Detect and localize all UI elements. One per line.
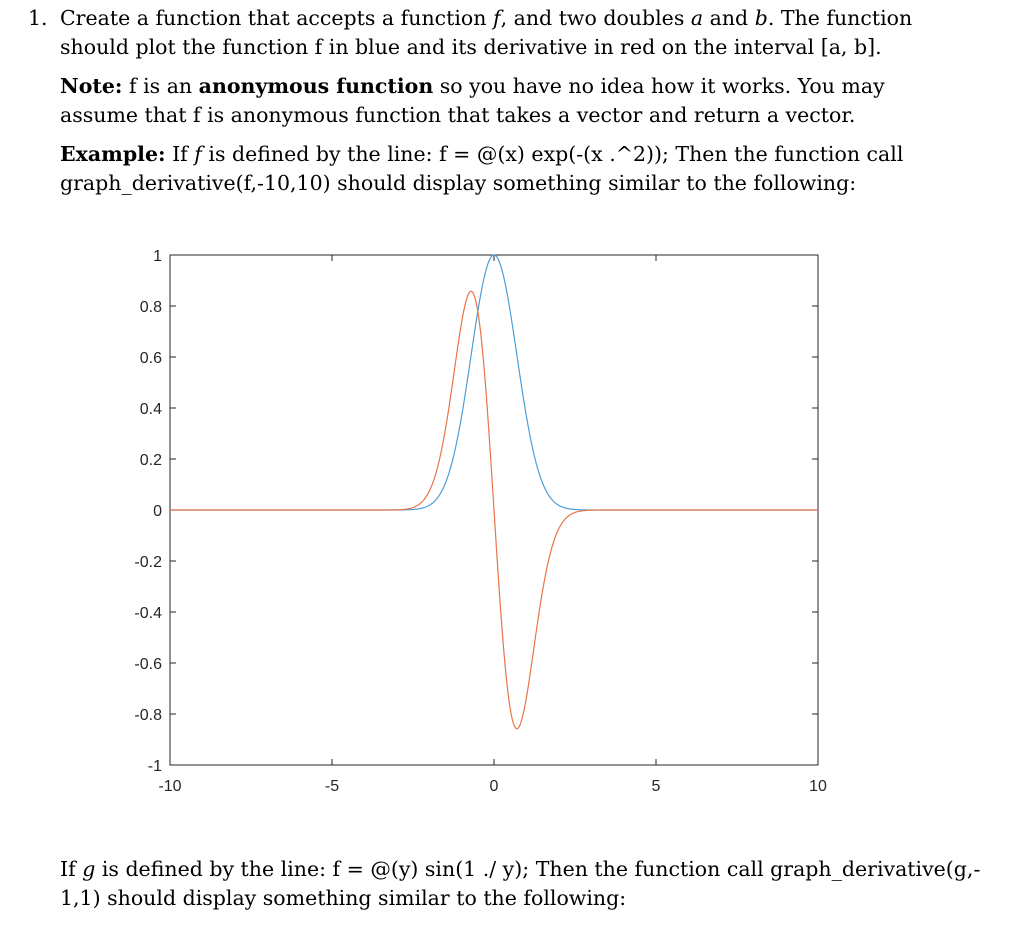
followup-paragraph [60, 855, 980, 913]
note-bold-text: anonymous function [198, 74, 434, 98]
x-tick-label: -5 [324, 778, 340, 795]
problem-line1-b: , and two doubles [500, 6, 691, 30]
followup-text-a: If [60, 857, 83, 881]
x-tick-label: 10 [809, 778, 827, 795]
y-tick-label: -0.2 [134, 554, 162, 571]
example-paragraph [60, 140, 903, 198]
derivative-plot [0, 230, 1024, 810]
y-tick-label: 0.6 [139, 350, 162, 367]
example-text-b: is defined by the line: f = @(x) exp(-(x .^2)); Then the function call [201, 142, 904, 166]
example-var-f: f [194, 142, 202, 166]
example-text-a: If [165, 142, 195, 166]
note-text-a: f is an [122, 74, 199, 98]
y-tick-label: 1 [153, 248, 162, 265]
problem-line1-c: and [703, 6, 755, 30]
y-tick-label: 0.2 [139, 452, 162, 469]
note-line2: assume that f is anonymous function that takes a vector and return a vector. [60, 103, 856, 127]
note-label: Note: [60, 74, 123, 98]
y-tick-label: 0.8 [139, 299, 162, 316]
y-tick-label: -0.6 [134, 656, 162, 673]
var-b: b [754, 6, 768, 30]
y-tick-label: 0.4 [139, 401, 162, 418]
x-tick-label: 5 [651, 778, 661, 795]
y-tick-labels [134, 248, 162, 775]
var-a: a [690, 6, 704, 30]
followup-line2: 1,1) should display something similar to the following: [60, 886, 627, 910]
y-tick-label: -0.4 [134, 605, 162, 622]
y-tick-label: -1 [147, 758, 162, 775]
example-line2: graph_derivative(f,-10,10) should display something similar to the following: [60, 171, 857, 195]
problem-line1-a: Create a function that accepts a function [60, 6, 493, 30]
var-f: f [493, 6, 501, 30]
note-text-b: so you have no idea how it works. You may [433, 74, 885, 98]
problem-line2: should plot the function f in blue and its derivative in red on the interval [a, b]. [60, 35, 882, 59]
problem-number: 1. [28, 6, 48, 30]
example-label: Example: [60, 142, 166, 166]
y-tick-label: 0 [153, 503, 162, 520]
function-line [170, 255, 818, 510]
y-tick-label: -0.8 [134, 707, 162, 724]
x-tick-label: -10 [158, 778, 182, 795]
x-tick-label: 0 [489, 778, 499, 795]
derivative-line [170, 291, 818, 728]
followup-var-g: g [82, 857, 96, 881]
x-tick-labels [158, 778, 827, 795]
note-paragraph [60, 72, 885, 130]
problem-statement [28, 4, 912, 62]
problem-line1-d: . The function [767, 6, 913, 30]
followup-text-b: is defined by the line: f = @(y) sin(1 ./ y); Then the function call graph_derivative(g,- [95, 857, 981, 881]
